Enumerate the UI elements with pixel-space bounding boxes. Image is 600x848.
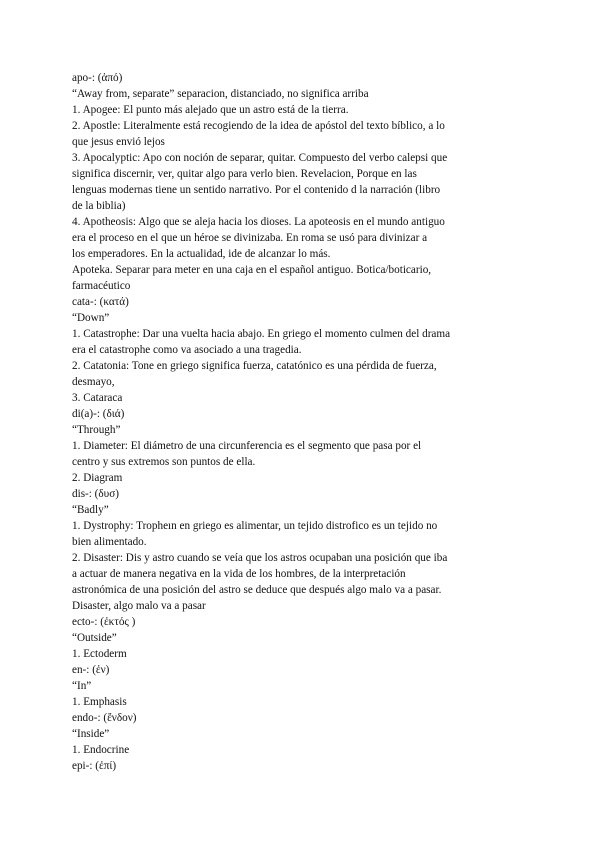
text-line: 1. Dystrophy: Tropheın en griego es alimentar, un tejido distrofico es un tejido no bbox=[72, 520, 438, 532]
text-line: 1. Catastrophe: Dar una vuelta hacia abajo. En griego el momento culmen del drama bbox=[72, 328, 451, 340]
text-line: 3. Cataraca bbox=[72, 392, 123, 404]
document-body bbox=[72, 70, 492, 774]
text-line: 2. Apostle: Literalmente está recogiendo de la idea de apóstol del texto bíblico, a lo bbox=[72, 120, 445, 132]
text-line: “Through” bbox=[72, 424, 121, 436]
text-line: Apoteka. Separar para meter en una caja en el español antiguo. Botica/boticario, bbox=[72, 264, 432, 276]
text-line: 4. Apotheosis: Algo que se aleja hacia los dioses. La apoteosis en el mundo antiguo bbox=[72, 216, 445, 228]
text-line: apo-: (ἀπό) bbox=[72, 72, 123, 84]
text-line: farmacéutico bbox=[72, 280, 131, 292]
text-line: en-: (ἐν) bbox=[72, 664, 110, 676]
text-line: “Badly” bbox=[72, 504, 109, 516]
text-line: 1. Endocrine bbox=[72, 744, 130, 756]
text-line: 2. Disaster: Dis y astro cuando se veía que los astros ocupaban una posición que iba bbox=[72, 552, 448, 564]
text-line: 2. Diagram bbox=[72, 472, 123, 484]
text-line: ecto-: (ἐκτός ) bbox=[72, 616, 136, 628]
text-line: “In” bbox=[72, 680, 92, 692]
text-line: di(a)-: (διά) bbox=[72, 408, 125, 420]
text-line: “Away from, separate” separacion, distanciado, no significa arriba bbox=[72, 88, 369, 100]
text-line: de la biblia) bbox=[72, 200, 126, 212]
text-line: era el catastrophe como va asociado a una tragedia. bbox=[72, 344, 302, 356]
text-line: “Outside” bbox=[72, 632, 117, 644]
text-line: a actuar de manera negativa en la vida de los hombres, de la interpretación bbox=[72, 568, 406, 580]
text-line: “Down” bbox=[72, 312, 110, 324]
text-line: lenguas modernas tiene un sentido narrativo. Por el contenido d la narración (libro bbox=[72, 184, 441, 196]
text-line: 2. Catatonia: Tone en griego significa fuerza, catatónico es una pérdida de fuerza, bbox=[72, 360, 437, 372]
text-line: 3. Apocalyptic: Apo con noción de separar, quitar. Compuesto del verbo calepsi que bbox=[72, 152, 448, 164]
text-line: que jesus envió lejos bbox=[72, 136, 165, 148]
text-line: desmayo, bbox=[72, 376, 115, 388]
text-line: endo-: (ἔνδον) bbox=[72, 712, 137, 724]
text-line: dis-: (δυσ) bbox=[72, 488, 119, 500]
text-line: 1. Diameter: El diámetro de una circunferencia es el segmento que pasa por el bbox=[72, 440, 422, 452]
text-line: astronómica de una posición del astro se deduce que después algo malo va a pasar. bbox=[72, 584, 442, 596]
text-line: “Inside” bbox=[72, 728, 110, 740]
text-line: Disaster, algo malo va a pasar bbox=[72, 600, 206, 612]
text-line: 1. Ectoderm bbox=[72, 648, 127, 660]
text-line: centro y sus extremos son puntos de ella. bbox=[72, 456, 256, 468]
text-line: 1. Apogee: El punto más alejado que un astro está de la tierra. bbox=[72, 104, 349, 116]
text-line: bien alimentado. bbox=[72, 536, 147, 548]
text-line: los emperadores. En la actualidad, ide de alcanzar lo más. bbox=[72, 248, 331, 260]
text-line: cata-: (κατά) bbox=[72, 296, 129, 308]
text-line: era el proceso en el que un héroe se divinizaba. En roma se usó para divinizar a bbox=[72, 232, 428, 244]
text-line: 1. Emphasis bbox=[72, 696, 127, 708]
text-line: epi-: (ἐπί) bbox=[72, 760, 117, 772]
text-line: significa discernir, ver, quitar algo para verlo bien. Revelacion, Porque en las bbox=[72, 168, 417, 180]
